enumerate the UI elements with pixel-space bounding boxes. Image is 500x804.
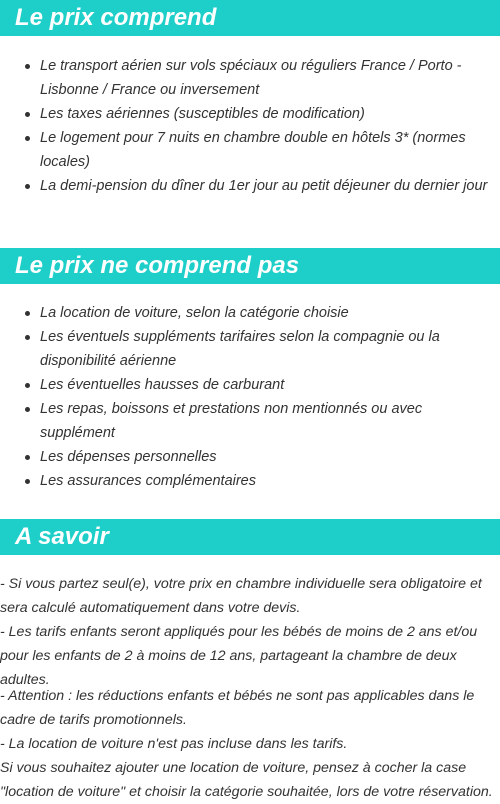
list-item xyxy=(0,469,500,493)
list-item-text: Les taxes aériennes (susceptibles de modification) xyxy=(40,106,365,122)
list-item-text: Les éventuelles hausses de carburant xyxy=(40,377,285,393)
list-item xyxy=(0,325,500,373)
list-item-text: Les assurances complémentaires xyxy=(40,473,256,489)
list-item-text: Les éventuels suppléments tarifaires selon la compagnie ou la disponibilité aérienne xyxy=(40,329,440,369)
list-item-text: Le transport aérien sur vols spéciaux ou réguliers France / Porto - Lisbonne / France ou inversement xyxy=(40,58,462,98)
bullet-icon xyxy=(25,335,30,340)
info-line: - La location de voiture n'est pas incluse dans les tarifs. xyxy=(0,736,348,752)
bullet-icon xyxy=(25,311,30,316)
section-title-included: Le prix comprend xyxy=(0,0,500,36)
bullet-icon xyxy=(25,479,30,484)
info-line: Si vous souhaitez ajouter une location de voiture, pensez à cocher la case "location de voiture" et choisir la catégorie souhaitée, lors de votre réservation. xyxy=(0,760,493,800)
list-item xyxy=(0,445,500,469)
included-list xyxy=(0,54,500,198)
list-item-text: La demi-pension du dîner du 1er jour au petit déjeuner du dernier jour xyxy=(40,178,488,194)
list-item-text: La location de voiture, selon la catégorie choisie xyxy=(40,305,349,321)
bullet-icon xyxy=(25,455,30,460)
bullet-icon xyxy=(25,383,30,388)
bullet-icon xyxy=(25,136,30,141)
section-title-excluded: Le prix ne comprend pas xyxy=(0,248,500,284)
excluded-list xyxy=(0,301,500,493)
list-item xyxy=(0,397,500,445)
list-item-text: Les dépenses personnelles xyxy=(40,449,217,465)
section-title-info: A savoir xyxy=(0,519,500,555)
info-paragraph-2 xyxy=(0,684,500,804)
list-item xyxy=(0,54,500,102)
info-line: - Attention : les réductions enfants et bébés ne sont pas applicables dans le cadre de tarifs promotionnels. xyxy=(0,688,475,728)
info-line: - Les tarifs enfants seront appliqués pour les bébés de moins de 2 ans et/ou pour les enfants de 2 à moins de 12 ans, partageant la chambre de deux adultes. xyxy=(0,624,478,688)
bullet-icon xyxy=(25,64,30,69)
bullet-icon xyxy=(25,112,30,117)
list-item xyxy=(0,102,500,126)
info-line: - Si vous partez seul(e), votre prix en chambre individuelle sera obligatoire et sera calculé automatiquement dans votre devis. xyxy=(0,576,482,616)
list-item xyxy=(0,373,500,397)
bullet-icon xyxy=(25,407,30,412)
bullet-icon xyxy=(25,184,30,189)
list-item xyxy=(0,174,500,198)
list-item-text: Le logement pour 7 nuits en chambre double en hôtels 3* (normes locales) xyxy=(40,130,466,170)
list-item-text: Les repas, boissons et prestations non mentionnés ou avec supplément xyxy=(40,401,423,441)
list-item xyxy=(0,126,500,174)
list-item xyxy=(0,301,500,325)
info-paragraph-1 xyxy=(0,572,500,692)
